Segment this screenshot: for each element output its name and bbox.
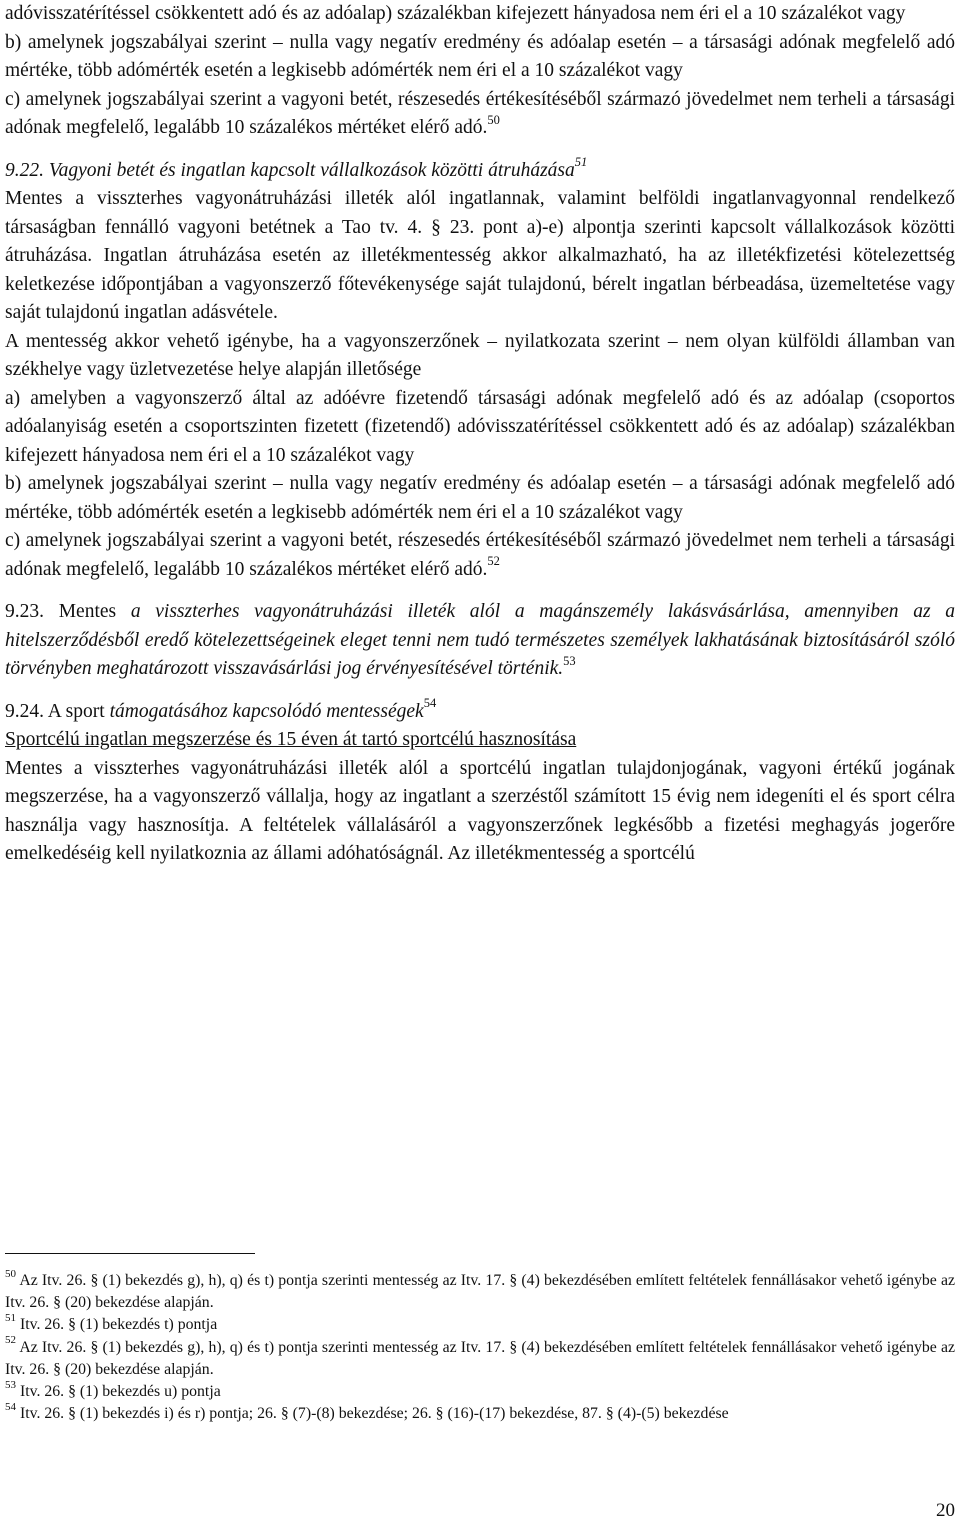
section-heading-9-22: 9.22. Vagyoni betét és ingatlan kapcsolt vállalkozások közötti átruházása$^{51}$ — [5, 155, 588, 181]
footnotes — [5, 1267, 956, 1425]
footnote-ref[interactable]: 51 — [574, 155, 588, 169]
page-number: 20 — [936, 1500, 955, 1521]
footnote: $^{51}$ Itv. 26. § (1) bekezdés t) pontja — [5, 1312, 218, 1334]
footnote-ref[interactable]: 53 — [563, 653, 576, 668]
footnote: $^{50}$ Az Itv. 26. § (1) bekezdés g), h), q) és t) pontja szerinti mentesség az Itv. 17. § (4) bekezdésében említett feltételek fennállásakor vehető igénybe az Itv. 26. § (20) bekezdése alapján. — [5, 1267, 956, 1312]
footnote: $^{54}$ Itv. 26. § (1) bekezdés i) és r) pontja; 26. § (7)-(8) bekezdése; 26. § (16)-(17) bekezdése, 87. § (4)-(5) bekezdése — [5, 1400, 729, 1423]
body-paragraph: A mentesség akkor vehető igénybe, ha a vagyonszerzőnek – nyilatkozata szerint – nem olyan külföldi államban van székhelye vagy üzletvezetése helye alapján illetősége — [5, 330, 955, 380]
body-paragraph: c) amelynek jogszabályai szerint a vagyoni betét, részesedés értékesítéséből származó jövedelmet nem terheli a társasági adónak megfelelő, legalább 10 százalékos mértéket elérő adó.$^{50}$ — [5, 88, 955, 138]
body-paragraph: Mentes a visszterhes vagyonátruházási illeték alól a sportcélú ingatlan tulajdonjogának, vagyoni értékű jogának megszerzése, ha a vagyonszerző vállalja, hogy az ingatlant a szerzéstől számított 15 évig nem idegeníti el és sport célra használja vagy hasznosítja. A feltételek vállalásáról a vagyonszerzőnek legkésőbb a fizetési meghagyás jogerőre emelkedéséig kell nyilatkoznia az állami adóhatóságnál. Az illetékmentesség a sportcélú — [5, 757, 955, 864]
body-paragraph: Mentes a visszterhes vagyonátruházási illeték alól ingatlannak, valamint belföldi ingatlanvagyonnal rendelkező társaságban fennálló vagyoni betétnek a Tao tv. 4. § 23. pont a)-e) alpontja szerinti kapcsolt vállalkozások közötti átruházása. Ingatlan átruházása esetén az illetékmentesség akkor alkalmazható, ha az illetékfizetési kötelezettség keletkezése időpontjában a vagyonszerző főtevékenysége saját tulajdonú, bérelt ingatlan bérbeadása, üzemeltetése vagy saját tulajdonú ingatlan adásvétele. — [5, 188, 955, 323]
document-page — [5, 0, 955, 869]
body-paragraph: b) amelynek jogszabályai szerint – nulla vagy negatív eredmény és adóalap esetén – a társasági adónak megfelelő adó mértéke, több adómérték esetén a legkisebb adómérték nem éri el a 10 százalékot vagy — [5, 31, 955, 81]
footnote-separator — [5, 1253, 255, 1254]
section-heading-9-24: 9.24. A sport támogatásához kapcsolódó mentességek$^{54}$ — [5, 696, 437, 722]
footnote: $^{52}$ Az Itv. 26. § (1) bekezdés g), h), q) és t) pontja szerinti mentesség az Itv. 17. § (4) bekezdésében említett feltételek fennállásakor vehető igénybe az Itv. 26. § (20) bekezdése alapján. — [5, 1334, 956, 1378]
body-paragraph: a) amelyben a vagyonszerző által az adóévre fizetendő társasági adónak megfelelő adó és az adóalap (csoportos adóalanyiság esetén a csoportszinten fizetett (fizetendő) adóvisszatérítéssel csökkentett adó és az adóalap) százalékban kifejezett hányadosa nem éri el a 10 százalékot vagy — [5, 387, 955, 466]
footnote-ref[interactable]: 50 — [487, 112, 500, 127]
body-paragraph: adóvisszatérítéssel csökkentett adó és az adóalap) százalékban kifejezett hányadosa nem éri el a 10 százalékot vagy — [5, 3, 906, 24]
body-paragraph: c) amelynek jogszabályai szerint a vagyoni betét, részesedés értékesítéséből származó jövedelmet nem terheli a társasági adónak megfelelő, legalább 10 százalékos mértéket elérő adó.$^{52}$ — [5, 530, 955, 580]
body-paragraph: b) amelynek jogszabályai szerint – nulla vagy negatív eredmény és adóalap esetén – a társasági adónak megfelelő adó mértéke, több adómérték esetén a legkisebb adómérték nem éri el a 10 százalékot vagy — [5, 473, 955, 523]
section-9-23: 9.23. Mentes a visszterhes vagyonátruházási illeték alól a magánszemély lakásvásárlása, amennyiben az a hitelszerződésből eredő kötelezettségeinek eleget tenni nem tudó természetes személyek lakhatásának biztosításáról szóló törvényben meghatározott visszavásárlási jog érvényesítésével történik.$^{53}$ — [5, 601, 955, 679]
footnote-ref[interactable]: 52 — [487, 554, 500, 568]
subheading: Sportcélú ingatlan megszerzése és 15 éven át tartó sportcélú hasznosítása — [5, 729, 577, 750]
footnote: $^{53}$ Itv. 26. § (1) bekezdés u) pontja — [5, 1378, 221, 1401]
footnote-ref[interactable]: 54 — [423, 696, 437, 710]
